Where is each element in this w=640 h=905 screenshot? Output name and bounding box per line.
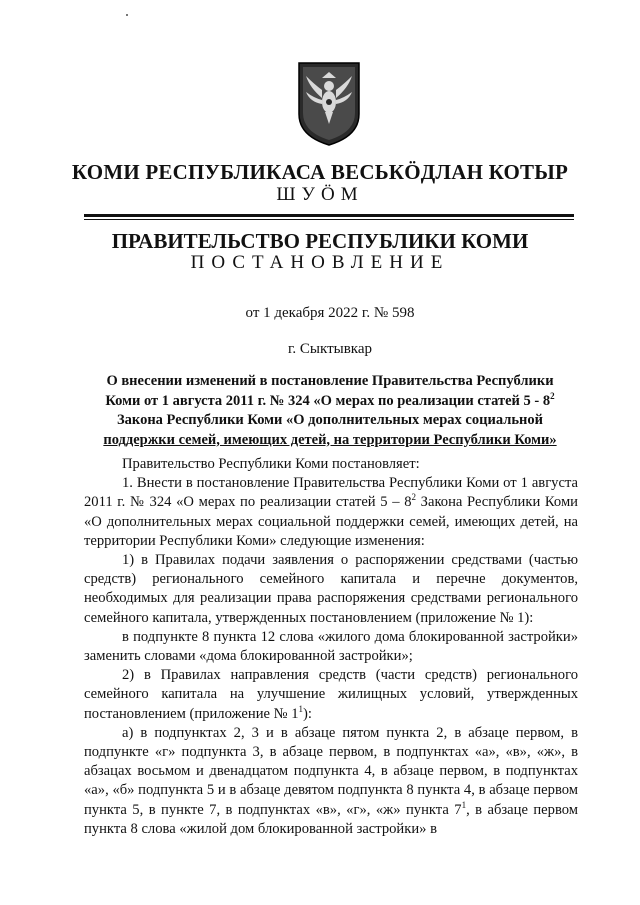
paragraph-subitem-2: 2) в Правилах направления средств (части средств) регионального семейного капитала на улучшение жилищных условий, утвержденных постановлением (приложение № $1^1$): bbox=[84, 667, 578, 722]
paragraph-preamble: Правительство Республики Коми постановляет: bbox=[122, 456, 420, 472]
russian-document-type: ПОСТАНОВЛЕНИЕ bbox=[190, 252, 450, 273]
heading-line: поддержки семей, имеющих детей, на территории Республики Коми» bbox=[103, 431, 557, 448]
scan-speck bbox=[126, 14, 128, 16]
header-divider-thick bbox=[84, 214, 574, 217]
paragraph-item-1: 1. Внести в постановление Правительства Республики Коми от 1 августа 2011 г. № 324 «О мерах по реализации статей $5 - 8^2$ Закона Республики Коми «О дополнительных мерах социальной поддержки семей, имеющих детей, на территории Республики Коми» следующие изменения: bbox=[84, 475, 578, 549]
document-heading bbox=[80, 372, 580, 450]
paragraph-subitem-1-text: в подпункте 8 пункта 12 слова «жилого дома блокированной застройки» заменить словами «дома блокированной застройки»; bbox=[84, 628, 578, 665]
coat-of-arms-icon bbox=[298, 62, 360, 146]
heading-line: Закона Республики Коми «О дополнительных мерах социальной bbox=[117, 412, 543, 428]
komi-document-type: ШУӦМ bbox=[276, 184, 364, 205]
header-divider-thin bbox=[84, 219, 574, 220]
paragraph-subitem-1: 1) в Правилах подачи заявления о распоряжении средствами (частью средств) регионального семейного капитала и перечне документов, необходимых для реализации права распоряжения средствами регионального семейного капитала, утвержденных постановлением (приложение № 1): bbox=[84, 552, 578, 626]
komi-government-title: КОМИ РЕСПУБЛИКАСА ВЕСЬКӦДЛАН КОТЫР bbox=[71, 160, 569, 184]
russian-government-title: ПРАВИТЕЛЬСТВО РЕСПУБЛИКИ КОМИ bbox=[111, 229, 529, 253]
document-city: г. Сыктывкар bbox=[287, 341, 373, 357]
heading-line: Коми от 1 августа 2011 г. № 324 «О мерах по реализации статей $5 - 8^2$ bbox=[105, 390, 555, 409]
paragraph-subitem-2a: а) в подпунктах 2, 3 и в абзаце пятом пункта 2, в абзаце первом, в подпункте «г» подпункта 3, в абзаце первом, в подпунктах «а», «в», «ж», в абзацах восьмом и двенадцатом подпункта 4, в абзаце первом, в подпунктах «а», «б» подпункта 5 и в абзаце девятом подпункта 8 пункта 4, в абзаце первом пункта 5, в пункте 7, в подпунктах «в», «г», «ж» пункта $7^1$, в абзаце первом пункта 8 слова «жилой дом блокированной застройки» в bbox=[84, 724, 579, 837]
heading-line: О внесении изменений в постановление Правительства Республики bbox=[106, 373, 554, 389]
document-body bbox=[84, 455, 578, 839]
document-date-number: от 1 декабря 2022 г. № 598 bbox=[245, 305, 415, 321]
